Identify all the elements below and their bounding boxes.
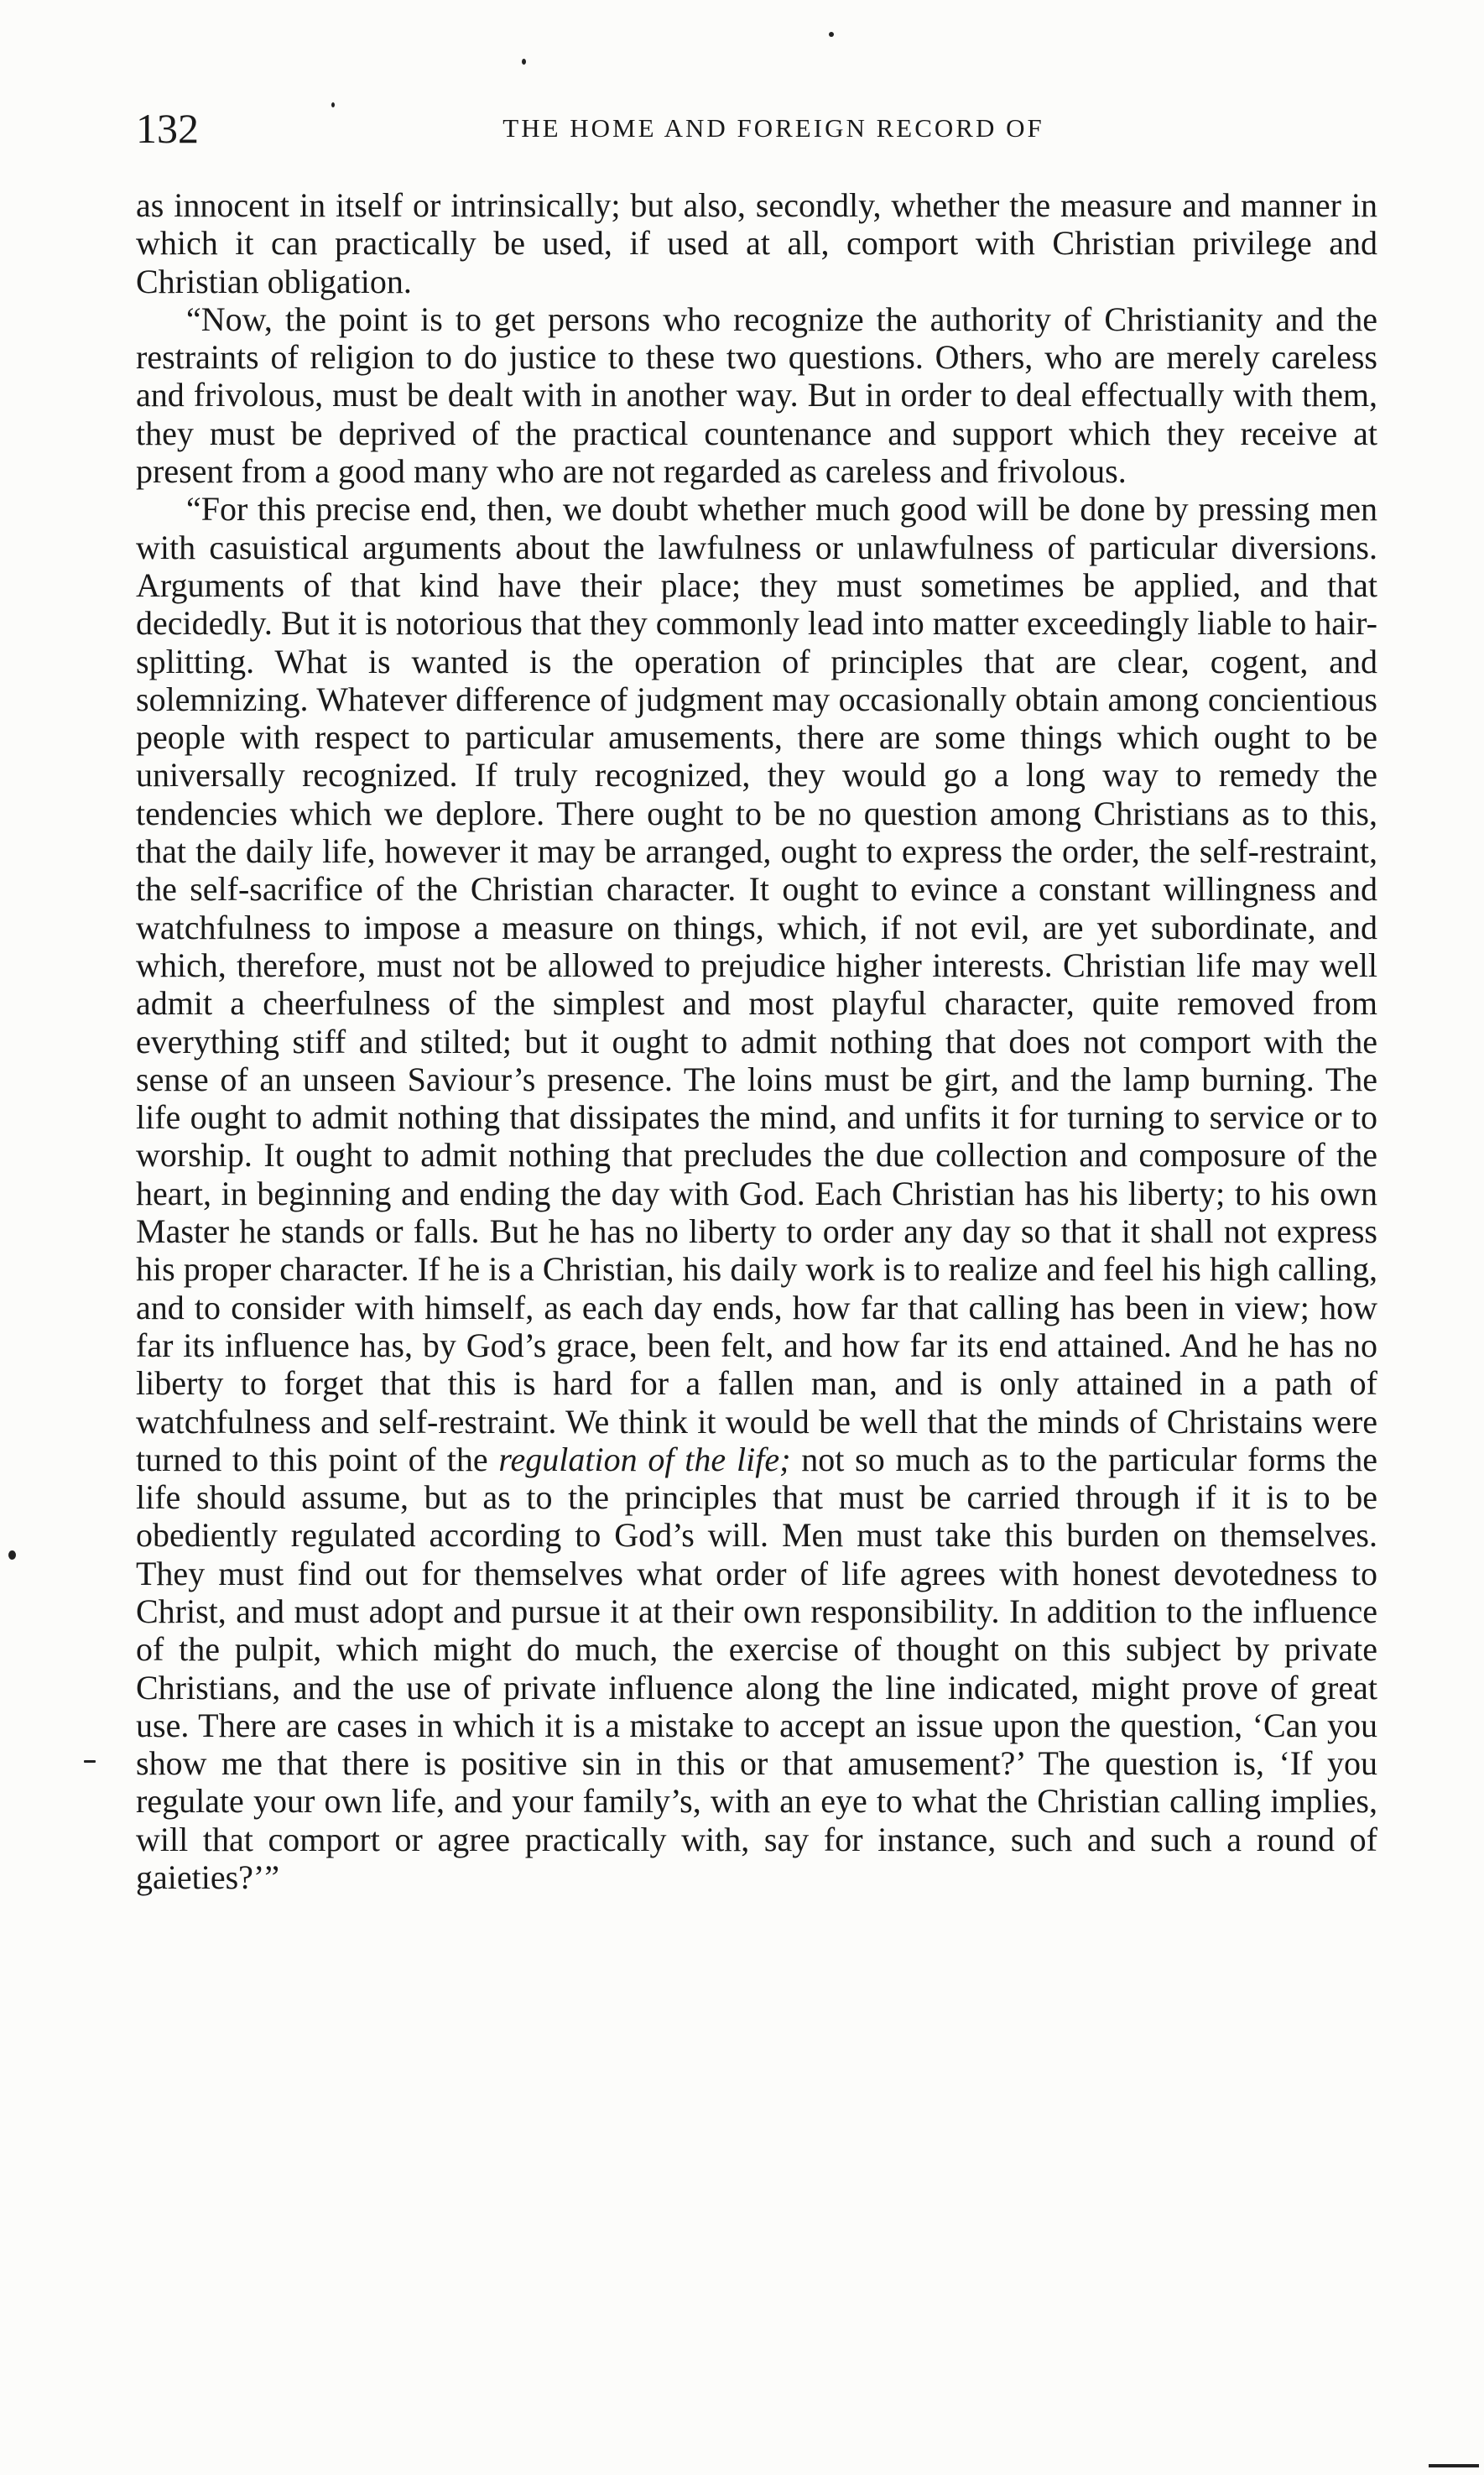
page-header (136, 99, 1377, 158)
scan-speck (829, 32, 834, 37)
paragraph-continuation: as innocent in itself or intrinsically; but also, secondly, whether the measure and manner in which it can practically be used, if used at all, comport with Christian privilege and Christian obligation. (136, 186, 1377, 300)
page-number: 132 (136, 105, 199, 152)
running-head: THE HOME AND FOREIGN RECORD OF (502, 113, 1044, 143)
paragraph-quote-2-start: “For this precise end, then, we doubt whether much good will be done by pressing men with casuistical arguments about the lawfulness or unlawfulness of particular diversions. Arguments of that kind have their place; they must sometimes be applied, and that decidedly. But it is notorious that they commonly lead into matter exceedingly liable to hair-splitting. What is wanted is the operation of principles that are clear, cogent, and solemnizing. Whatever difference of judgment may occasionally obtain among concientious people with respect to particular amusements, there are some things which ought to be universally recognized. If truly recognized, they would go a long way to remedy the tendencies which we deplore. There ought to be no question among Christians as to this, that the daily life, however it may be arranged, ought to express the order, the self-restraint, the self-sacrifice of the Christian character. It ought to evince a constant willingness and watchfulness to impose a measure on things, which, if not evil, are yet subordinate, and which, therefore, must not be allowed to prejudice higher interests. Christian life may well admit a cheerfulness of the simplest and most playful character, quite removed from everything stiff and stilted; but it ought to admit nothing that does not comport with the sense of an unseen Saviour’s presence. The loins must be girt, and the lamp burning. The life ought to admit nothing that dissipates the mind, and unfits it for turning to service or to worship. It ought to admit nothing that precludes the due collection and composure of the heart, in beginning and ending the day with God. Each Christian has his liberty; to his own Master he stands or falls. But he has no liberty to order any day so that it shall not express his proper character. If he is a Christian, his daily work is to realize and feel his high calling, and to consider with himself, as each day ends, how far that calling has been in view; how far its influence has, by God’s grace, been felt, and how far its end attained. And he has no liberty to forget that this is hard for a fallen man, and is only attained in a path of watchfulness and self-restraint. We think it would be well that the minds of Christains were turned to this point of the (136, 490, 1377, 1478)
scan-speck (331, 102, 335, 107)
scan-speck (8, 1550, 16, 1560)
body-text (136, 186, 1377, 1896)
paragraph-quote-2 (136, 490, 1377, 1896)
paragraph-quote-1: “Now, the point is to get persons who recognize the authority of Christianity and the restraints of religion to do justice to these two questions. Others, who are merely careless and frivolous, must be dealt with in another way. But in order to deal effectually with them, they must be deprived of the practical countenance and support which they receive at present from a good many who are not regarded as careless and frivolous. (136, 300, 1377, 491)
paragraph-quote-2-end: not so much as to the particular forms the life should assume, but as to the principles that must be carried through if it is to be obediently regulated according to God’s will. Men must take this burden on themselves. They must find out for themselves what order of life agrees with honest devotedness to Christ, and must adopt and pursue it at their own responsibility. In addition to the influence of the pulpit, which might do much, the exercise of thought on this subject by private Christians, and the use of private influence along the line indicated, might prove of great use. There are cases in which it is a mistake to accept an issue upon the question, ‘Can you show me that there is positive sin in this or that amusement?’ The question is, ‘If you regulate your own life, and your family’s, with an eye to what the Christian calling implies, will that comport or agree practically with, say for instance, such and such a round of gaieties?’” (136, 1440, 1377, 1897)
scan-speck (522, 59, 526, 65)
scan-speck (84, 1760, 96, 1763)
italic-phrase: regulation of the life; (498, 1440, 791, 1478)
scan-edge-mark (1429, 2464, 1479, 2467)
